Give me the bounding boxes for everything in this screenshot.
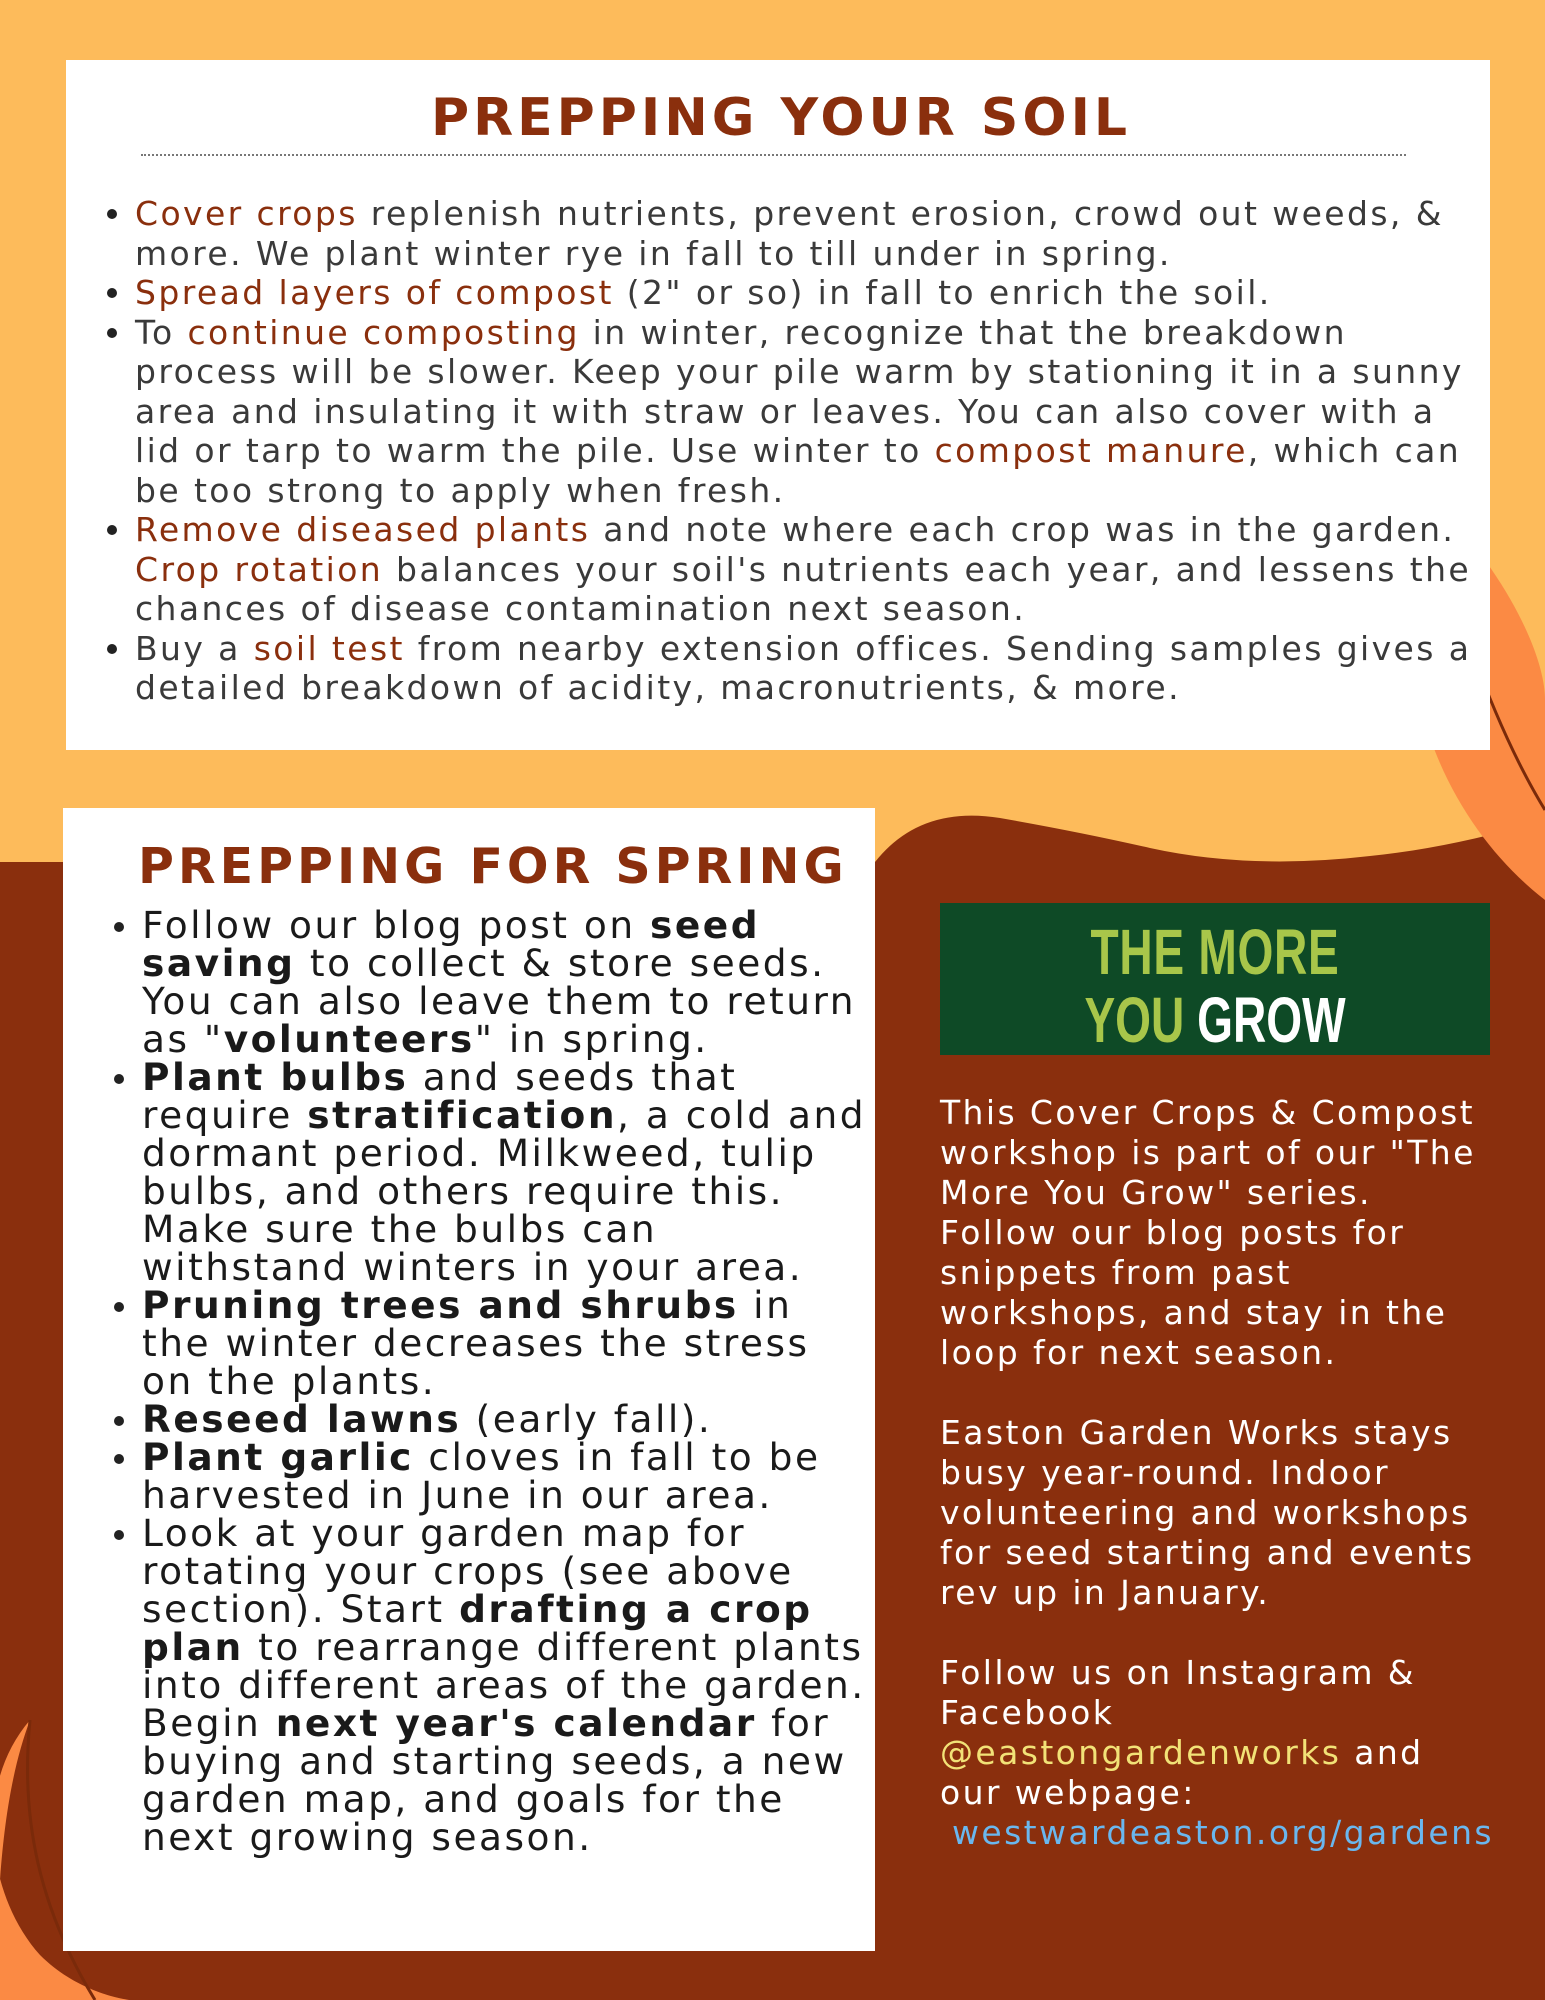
item-text: replenish nutrients, prevent erosion, crowd out weeds, & more. We plant winter rye in fall to till under in spring. <box>135 194 1444 273</box>
workshop-paragraph: This Cover Crops & Compost workshop is part of our "The More You Grow" series. Follow our blog posts for snippets from past workshops, and stay in the loop for next season. <box>940 1093 1476 1372</box>
highlight: Crop rotation <box>135 549 384 589</box>
list-item <box>105 1511 871 1859</box>
list-item <box>98 273 1484 313</box>
item-text: in winter, recognize that the breakdown process will be slower. Keep your pile warm by stationing it in a sunny area and insulating it with straw or leaves. You can also cover with a lid or tarp to warm the pile. Use winter to <box>135 312 1464 470</box>
item-text: , which can be too strong to apply when fresh. <box>135 431 1462 510</box>
list-item <box>105 1055 871 1289</box>
item-text: balances your soil's nutrients each year, and lessens the chances of disease contamination next season. <box>135 549 1472 628</box>
highlight: compost manure <box>934 431 1248 470</box>
busy-paragraph: Easton Garden Works stays busy year-round. Indoor volunteering and workshops for seed starting and events rev up in January. <box>940 1413 1475 1612</box>
item-text: to collect & store seeds. You can also leave them to return as " <box>142 941 857 1061</box>
list-item <box>98 313 1484 511</box>
soil-section <box>66 60 1490 750</box>
bold-text: drafting a crop plan <box>142 1587 813 1669</box>
instagram-handle-link[interactable]: @eastongardenworks <box>940 1733 1342 1772</box>
soil-list <box>98 194 1484 708</box>
list-item <box>105 1435 871 1517</box>
item-text: Follow our blog post on <box>142 903 651 947</box>
list-item <box>105 1283 871 1403</box>
item-text: , a cold and dormant period. Milkweed, tulip bulbs, and others require this. Make sure the bulbs can withstand winters in your area. <box>142 1093 867 1289</box>
follow-text-end: and our webpage: <box>940 1733 1424 1812</box>
spring-list <box>105 903 871 1859</box>
banner-you: YOU <box>1084 984 1185 1055</box>
item-text: " in spring. <box>474 1017 709 1061</box>
the-more-you-grow-banner <box>940 903 1490 1055</box>
item-text: for buying and starting seeds, a new garden map, and goals for the next growing season. <box>142 1701 847 1859</box>
bold-text: Reseed lawns <box>142 1397 462 1441</box>
highlight: Remove diseased plants <box>135 510 591 549</box>
item-text: from nearby extension offices. Sending samples gives a detailed breakdown of acidity, macronutrients, & more. <box>135 628 1472 707</box>
spring-section <box>63 808 875 1951</box>
list-item <box>98 510 1484 629</box>
bold-text: stratification <box>307 1093 618 1137</box>
item-text: to rearrange different plants into different areas of the garden. Begin <box>142 1625 866 1745</box>
bold-text: Plant garlic <box>142 1435 414 1479</box>
spring-heading: PREPPING FOR SPRING <box>138 838 848 895</box>
list-item <box>105 1397 871 1441</box>
follow-text: Follow us on Instagram & Facebook <box>940 1653 1416 1732</box>
item-text: (2" or so) in fall to enrich the soil. <box>613 273 1272 312</box>
bold-text: seed saving <box>142 903 761 985</box>
item-text: cloves in fall to be harvested in June in our area. <box>142 1435 821 1517</box>
bold-text: Pruning trees and shrubs <box>142 1283 739 1327</box>
item-text: and note where each crop was in the garden. <box>590 510 1456 549</box>
follow-paragraph <box>940 1653 1494 1853</box>
banner-grow: GROW <box>1197 984 1346 1055</box>
bold-text: volunteers <box>223 1017 475 1061</box>
bold-text: next year's calendar <box>275 1701 757 1745</box>
list-item <box>98 194 1484 273</box>
banner-line-1: THE MORE <box>1090 916 1340 988</box>
highlight: continue composting <box>187 312 580 352</box>
list-item <box>98 629 1484 708</box>
highlight: soil test <box>253 628 405 668</box>
soil-heading: PREPPING YOUR SOIL <box>431 88 1132 148</box>
highlight: Cover crops <box>135 194 358 233</box>
item-text: and seeds that require <box>142 1055 738 1137</box>
heading-divider <box>141 154 1406 156</box>
item-text: Look at your garden map for rotating your crops (see above section). Start <box>142 1511 794 1631</box>
item-text: To <box>135 312 188 352</box>
item-text: Buy a <box>135 628 254 668</box>
webpage-link[interactable]: westwardeaston.org/gardens <box>952 1813 1494 1852</box>
sidebar-text <box>940 1093 1494 1893</box>
item-text: in the winter decreases the stress on the plants. <box>142 1283 810 1403</box>
highlight: Spread layers of compost <box>135 273 614 312</box>
list-item <box>105 903 871 1061</box>
item-text: (early fall). <box>461 1397 713 1441</box>
banner-line-2 <box>1017 983 1413 1055</box>
bold-text: Plant bulbs <box>142 1055 409 1099</box>
